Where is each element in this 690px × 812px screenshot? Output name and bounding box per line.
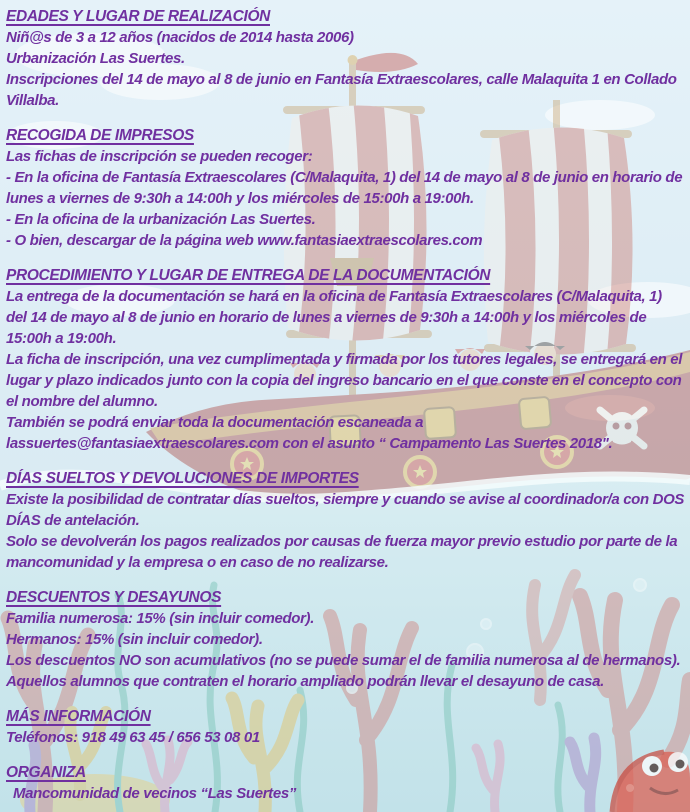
section-heading-descuentos: DESCUENTOS Y DESAYUNOS <box>6 589 222 606</box>
paragraph-descuento-familia-numerosa: Familia numerosa: 15% (sin incluir comedor). <box>6 610 315 627</box>
paragraph-dias-sueltos-aviso: Existe la posibilidad de contratar días sueltos, siempre y cuando se avise al coordinador/a con DOS DÍAS de antelación. <box>6 491 685 529</box>
section-dias-sueltos <box>6 468 686 573</box>
section-mas-informacion <box>6 706 686 748</box>
section-heading-procedimiento: PROCEDIMIENTO Y LUGAR DE ENTREGA DE LA DOCUMENTACIÓN <box>6 267 491 284</box>
section-organiza <box>6 762 686 804</box>
paragraph-telefonos: Teléfonos: 918 49 63 45 / 656 53 08 01 <box>6 729 260 746</box>
section-heading-organiza: ORGANIZA <box>6 764 86 781</box>
section-recogida-impresos <box>6 125 686 251</box>
paragraph-entrega-email: También se podrá enviar toda la documentación escaneada a lassuertes@fantasiaextraescolares.com con el asunto “ Campamento Las Suertes 2018". <box>6 414 613 452</box>
paragraph-edades-urbanizacion: Urbanización Las Suertes. <box>6 50 185 67</box>
paragraph-recogida-intro: Las fichas de inscripción se pueden recoger: <box>6 148 313 165</box>
paragraph-recogida-oficina-fantasia: - En la oficina de Fantasía Extraescolares (C/Malaquita, 1) del 14 de mayo al 8 de junio en horario de lunes a viernes de 9:30h a 14:00h y los miércoles de 15:00h a 19:00h. <box>6 169 683 207</box>
section-heading-dias-sueltos: DÍAS SUELTOS Y DEVOLUCIONES DE IMPORTES <box>6 470 359 487</box>
paragraph-descuento-hermanos: Hermanos: 15% (sin incluir comedor). <box>6 631 263 648</box>
paragraph-devoluciones: Solo se devolverán los pagos realizados por causas de fuerza mayor previo estudio por parte de la mancomunidad y la empresa o en caso de no realizarse. <box>6 533 678 571</box>
paragraph-recogida-oficina-urbanizacion: - En la oficina de la urbanización Las Suertes. <box>6 211 316 228</box>
section-heading-edades: EDADES Y LUGAR DE REALIZACIÓN <box>6 8 270 25</box>
paragraph-mancomunidad: Mancomunidad de vecinos “Las Suertes” <box>13 785 296 802</box>
section-heading-recogida: RECOGIDA DE IMPRESOS <box>6 127 194 144</box>
paragraph-recogida-web: - O bien, descargar de la página web www.fantasiaextraescolares.com <box>6 232 483 249</box>
section-descuentos <box>6 587 686 692</box>
section-edades-y-lugar <box>6 6 686 111</box>
paragraph-desayuno: Aquellos alumnos que contraten el horario ampliado podrán llevar el desayuno de casa. <box>6 673 604 690</box>
section-heading-mas-informacion: MÁS INFORMACIÓN <box>6 708 151 725</box>
paragraph-entrega-oficina: La entrega de la documentación se hará en la oficina de Fantasía Extraescolares (C/Malaquita, 1) del 14 de mayo al 8 de junio en horario de lunes a viernes de 9:30h a 14:00h y los miércoles de 15:00h a 19:00h. <box>6 288 662 347</box>
paragraph-entrega-ficha: La ficha de inscripción, una vez cumplimentada y firmada por los tutores legales, se entregará en el lugar y plazo indicados junto con la copia del ingreso bancario en el que conste en el concepto con el nombre del alumno. <box>6 351 683 410</box>
paragraph-edades-ninos: Niñ@s de 3 a 12 años (nacidos de 2014 hasta 2006) <box>6 29 354 46</box>
section-procedimiento-entrega <box>6 265 686 454</box>
paragraph-edades-inscripciones: Inscripciones del 14 de mayo al 8 de junio en Fantasía Extraescolares, calle Malaquita 1 en Collado Villalba. <box>6 71 677 109</box>
paragraph-descuentos-no-acumulativos: Los descuentos NO son acumulativos (no se puede sumar el de familia numerosa al de hermanos). <box>6 652 681 669</box>
